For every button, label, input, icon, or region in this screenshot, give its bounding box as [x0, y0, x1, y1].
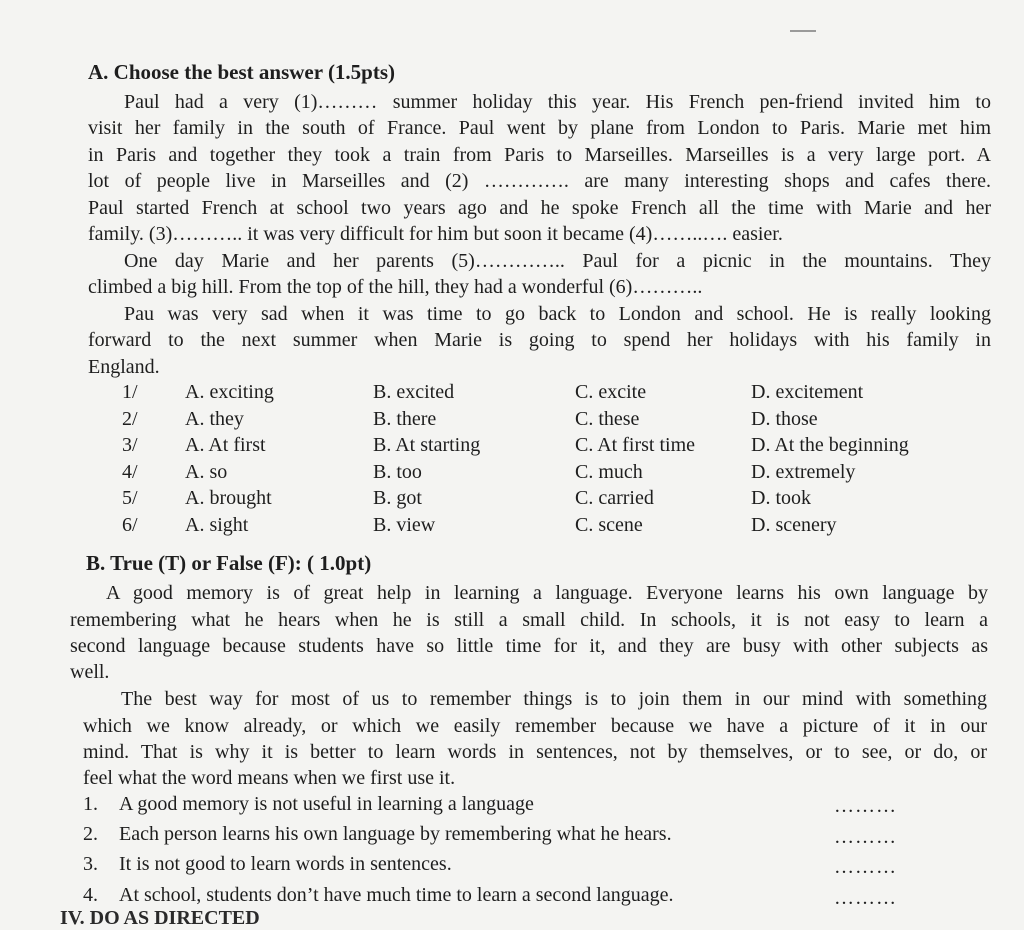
next-section-heading-cut	[60, 907, 320, 929]
passage-line: A good memory is of great help in learning a language. Everyone learns his own language by	[106, 582, 988, 604]
option-a: A. they	[185, 408, 244, 430]
passage-line: Pau was very sad when it was time to go back to London and school. He is really looking	[124, 303, 991, 325]
option-c: C. these	[575, 408, 640, 430]
statement-number: 4.	[83, 884, 98, 906]
statement-number: 2.	[83, 823, 98, 845]
answer-blank[interactable]: ………	[834, 795, 897, 817]
option-c: C. At first time	[575, 434, 695, 456]
question-number: 5/	[122, 487, 138, 509]
question-number: 1/	[122, 381, 138, 403]
option-c: C. scene	[575, 514, 643, 536]
option-b: B. At starting	[373, 434, 481, 456]
section-b-heading: B. True (T) or False (F): ( 1.0pt)	[86, 551, 372, 575]
option-b: B. there	[373, 408, 437, 430]
passage-line: One day Marie and her parents (5)………….. Paul for a picnic in the mountains. They	[124, 250, 991, 272]
option-a: A. sight	[185, 514, 249, 536]
option-d: D. scenery	[751, 514, 837, 536]
passage-line: visit her family in the south of France. Paul went by plane from London to Paris. Marie met him	[88, 117, 991, 139]
option-b: B. got	[373, 487, 422, 509]
option-d: D. At the beginning	[751, 434, 909, 456]
passage-line: The best way for most of us to remember things is to join them in our mind with something	[121, 688, 987, 710]
option-b: B. too	[373, 461, 422, 483]
option-b: B. view	[373, 514, 436, 536]
scan-mark	[790, 30, 816, 32]
passage-line: England.	[88, 356, 160, 378]
passage-line: second language because students have so little time for it, and they are busy with other subjects as	[70, 635, 988, 657]
statement-text: It is not good to learn words in sentences.	[119, 853, 452, 875]
question-number: 6/	[122, 514, 138, 536]
statement-text: A good memory is not useful in learning a language	[119, 793, 534, 815]
passage-line: family. (3)……….. it was very difficult for him but soon it became (4)……..…. easier.	[88, 223, 783, 245]
option-c: C. much	[575, 461, 643, 483]
passage-line: mind. That is why it is better to learn words in sentences, not by themselves, or to see, or do, or	[83, 741, 987, 763]
option-d: D. extremely	[751, 461, 856, 483]
option-c: C. excite	[575, 381, 647, 403]
statement-number: 3.	[83, 853, 98, 875]
statement-text: At school, students don’t have much time to learn a second language.	[119, 884, 674, 906]
passage-line: Paul had a very (1)……… summer holiday this year. His French pen-friend invited him to	[124, 91, 991, 113]
answer-blank[interactable]: ………	[834, 887, 897, 909]
option-b: B. excited	[373, 381, 455, 403]
passage-line: lot of people live in Marseilles and (2) …………. are many interesting shops and cafes there.	[88, 170, 991, 192]
option-a: A. At first	[185, 434, 266, 456]
passage-line: which we know already, or which we easily remember because we have a picture of it in our	[83, 715, 987, 737]
next-section-heading: IV. DO AS DIRECTED	[60, 907, 260, 929]
option-c: C. carried	[575, 487, 654, 509]
option-d: D. those	[751, 408, 818, 430]
answer-blank[interactable]: ………	[834, 856, 897, 878]
passage-line: feel what the word means when we first use it.	[83, 767, 456, 789]
answer-blank[interactable]: ………	[834, 826, 897, 848]
statement-text: Each person learns his own language by remembering what he hears.	[119, 823, 672, 845]
question-number: 4/	[122, 461, 138, 483]
passage-line: well.	[70, 661, 110, 683]
option-a: A. exciting	[185, 381, 274, 403]
passage-line: Paul started French at school two years ago and he spoke French all the time with Marie and her	[88, 197, 991, 219]
option-a: A. brought	[185, 487, 272, 509]
passage-line: climbed a big hill. From the top of the hill, they had a wonderful (6)………..	[88, 276, 703, 298]
section-a-heading: A. Choose the best answer (1.5pts)	[88, 60, 396, 84]
statement-number: 1.	[83, 793, 98, 815]
passage-line: in Paris and together they took a train from Paris to Marseilles. Marseilles is a very large port. A	[88, 144, 991, 166]
option-a: A. so	[185, 461, 228, 483]
passage-line: forward to the next summer when Marie is going to spend her holidays with his family in	[88, 329, 991, 351]
option-d: D. excitement	[751, 381, 864, 403]
passage-line: remembering what he hears when he is still a small child. In schools, it is not easy to learn a	[70, 609, 988, 631]
question-number: 2/	[122, 408, 138, 430]
option-d: D. took	[751, 487, 811, 509]
question-number: 3/	[122, 434, 138, 456]
